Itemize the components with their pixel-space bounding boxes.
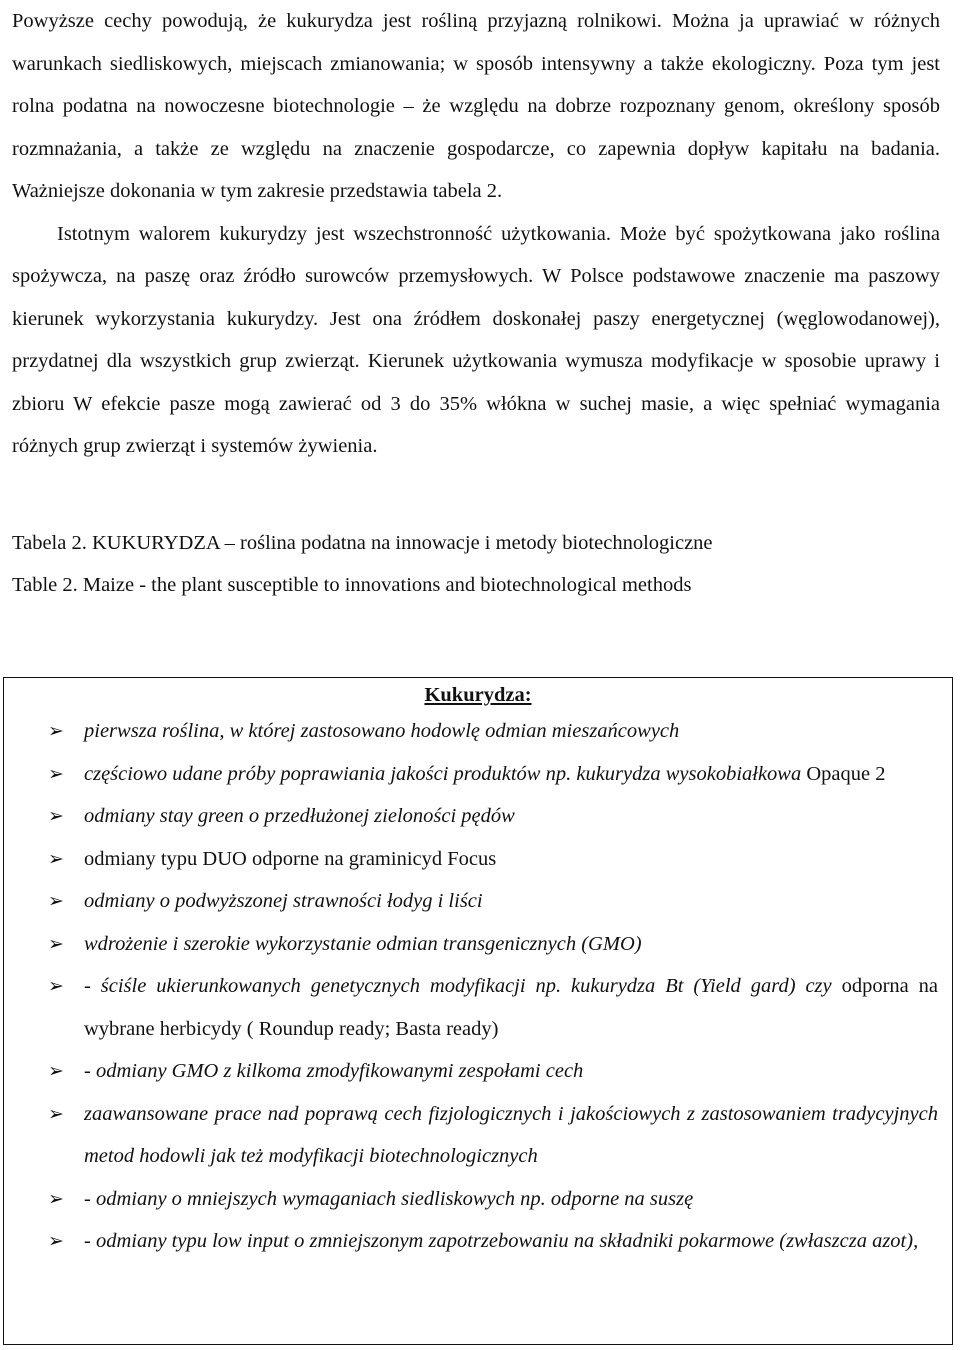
arrow-bullet-icon: ➢ [48,1102,64,1125]
list-item: ➢ pierwsza roślina, w której zastosowano hodowlę odmian mieszańcowych [4,710,952,753]
list-item: ➢ częściowo udane próby poprawiania jakości produktów np. kukurydza wysokobiałkowa Opaque 2 [4,753,952,796]
arrow-bullet-icon: ➢ [48,762,64,785]
document-page [12,0,940,606]
arrow-bullet-icon: ➢ [48,847,64,870]
list-item: ➢ odmiany typu DUO odporne na graminicyd Focus [4,838,952,881]
arrow-bullet-icon: ➢ [48,890,64,912]
table-caption-pl: Tabela 2. KUKURYDZA – roślina podatna na innowacje i metody biotechnologiczne [12,531,713,554]
list-item: ➢ wdrożenie i szerokie wykorzystanie odmian transgenicznych (GMO) [4,923,952,966]
list-item: ➢ - odmiany GMO z kilkoma zmodyfikowanymi zespołami cech [4,1050,952,1093]
paragraph-intro: Powyższe cechy powodują, że kukurydza jest rośliną przyjazną rolnikowi. Można ja uprawiać w różnych warunkach siedliskowych, miejscach zmianowania; w sposób intensywny a także ekologiczny. Poza tym jest rolna podatna na nowoczesne biotechnologie – że względu na dobrze rozpoznany genom, określony sposób rozmnażania, a także ze względu na znaczenie gospodarcze, co zapewnia dopływ kapitału na badania. Ważniejsze dokonania w tym zakresie przedstawia tabela 2. [12,10,940,202]
list-item: ➢ - odmiany typu low input o zmniejszonym zapotrzebowaniu na składniki pokarmowe (zwłaszcza azot), [4,1220,952,1263]
innovation-list [4,710,952,1263]
list-item: ➢ - ściśle ukierunkowanych genetycznych modyfikacji np. kukurydza Bt (Yield gard) czy odporna na wybrane herbicydy ( Roundup ready; Basta ready) [4,965,952,1050]
arrow-bullet-icon: ➢ [48,1230,64,1252]
arrow-bullet-icon: ➢ [48,975,64,997]
arrow-bullet-icon: ➢ [48,720,64,742]
paragraph-utility: Istotnym walorem kukurydzy jest wszechstronność użytkowania. Może być spożytkowana jako roślina spożywcza, na paszę oraz źródło surowców przemysłowych. W Polsce podstawowe znaczenie ma paszowy kierunek wykorzystania kukurydzy. Jest ona źródłem doskonałej paszy energetycznej (węglowodanowej), przydatnej dla wszystkich grup zwierząt. Kierunek użytkowania wymusza modyfikacje w sposobie uprawy i zbioru W efekcie pasze mogą zawierać od 3 do 35% włókna w suchej masie, a więc spełniać wymagania różnych grup zwierząt i systemów żywienia. [12,222,940,457]
table-captions [12,522,940,606]
list-item: ➢ odmiany stay green o przedłużonej zieloności pędów [4,795,952,838]
list-item: ➢ - odmiany o mniejszych wymaganiach siedliskowych np. odporne na suszę [4,1178,952,1221]
list-item: ➢ odmiany o podwyższonej strawności łodyg i liści [4,880,952,923]
arrow-bullet-icon: ➢ [48,1187,64,1210]
maize-table-box [3,677,953,1345]
table-caption-en: Table 2. Maize - the plant susceptible to innovations and biotechnological methods [12,573,692,596]
table-box-title: Kukurydza: [424,684,532,706]
arrow-bullet-icon: ➢ [48,932,64,955]
list-item: ➢ zaawansowane prace nad poprawą cech fizjologicznych i jakościowych z zastosowaniem tradycyjnych metod hodowli jak też modyfikacji biotechnologicznych [4,1093,952,1178]
arrow-bullet-icon: ➢ [48,1060,64,1082]
arrow-bullet-icon: ➢ [48,805,64,827]
